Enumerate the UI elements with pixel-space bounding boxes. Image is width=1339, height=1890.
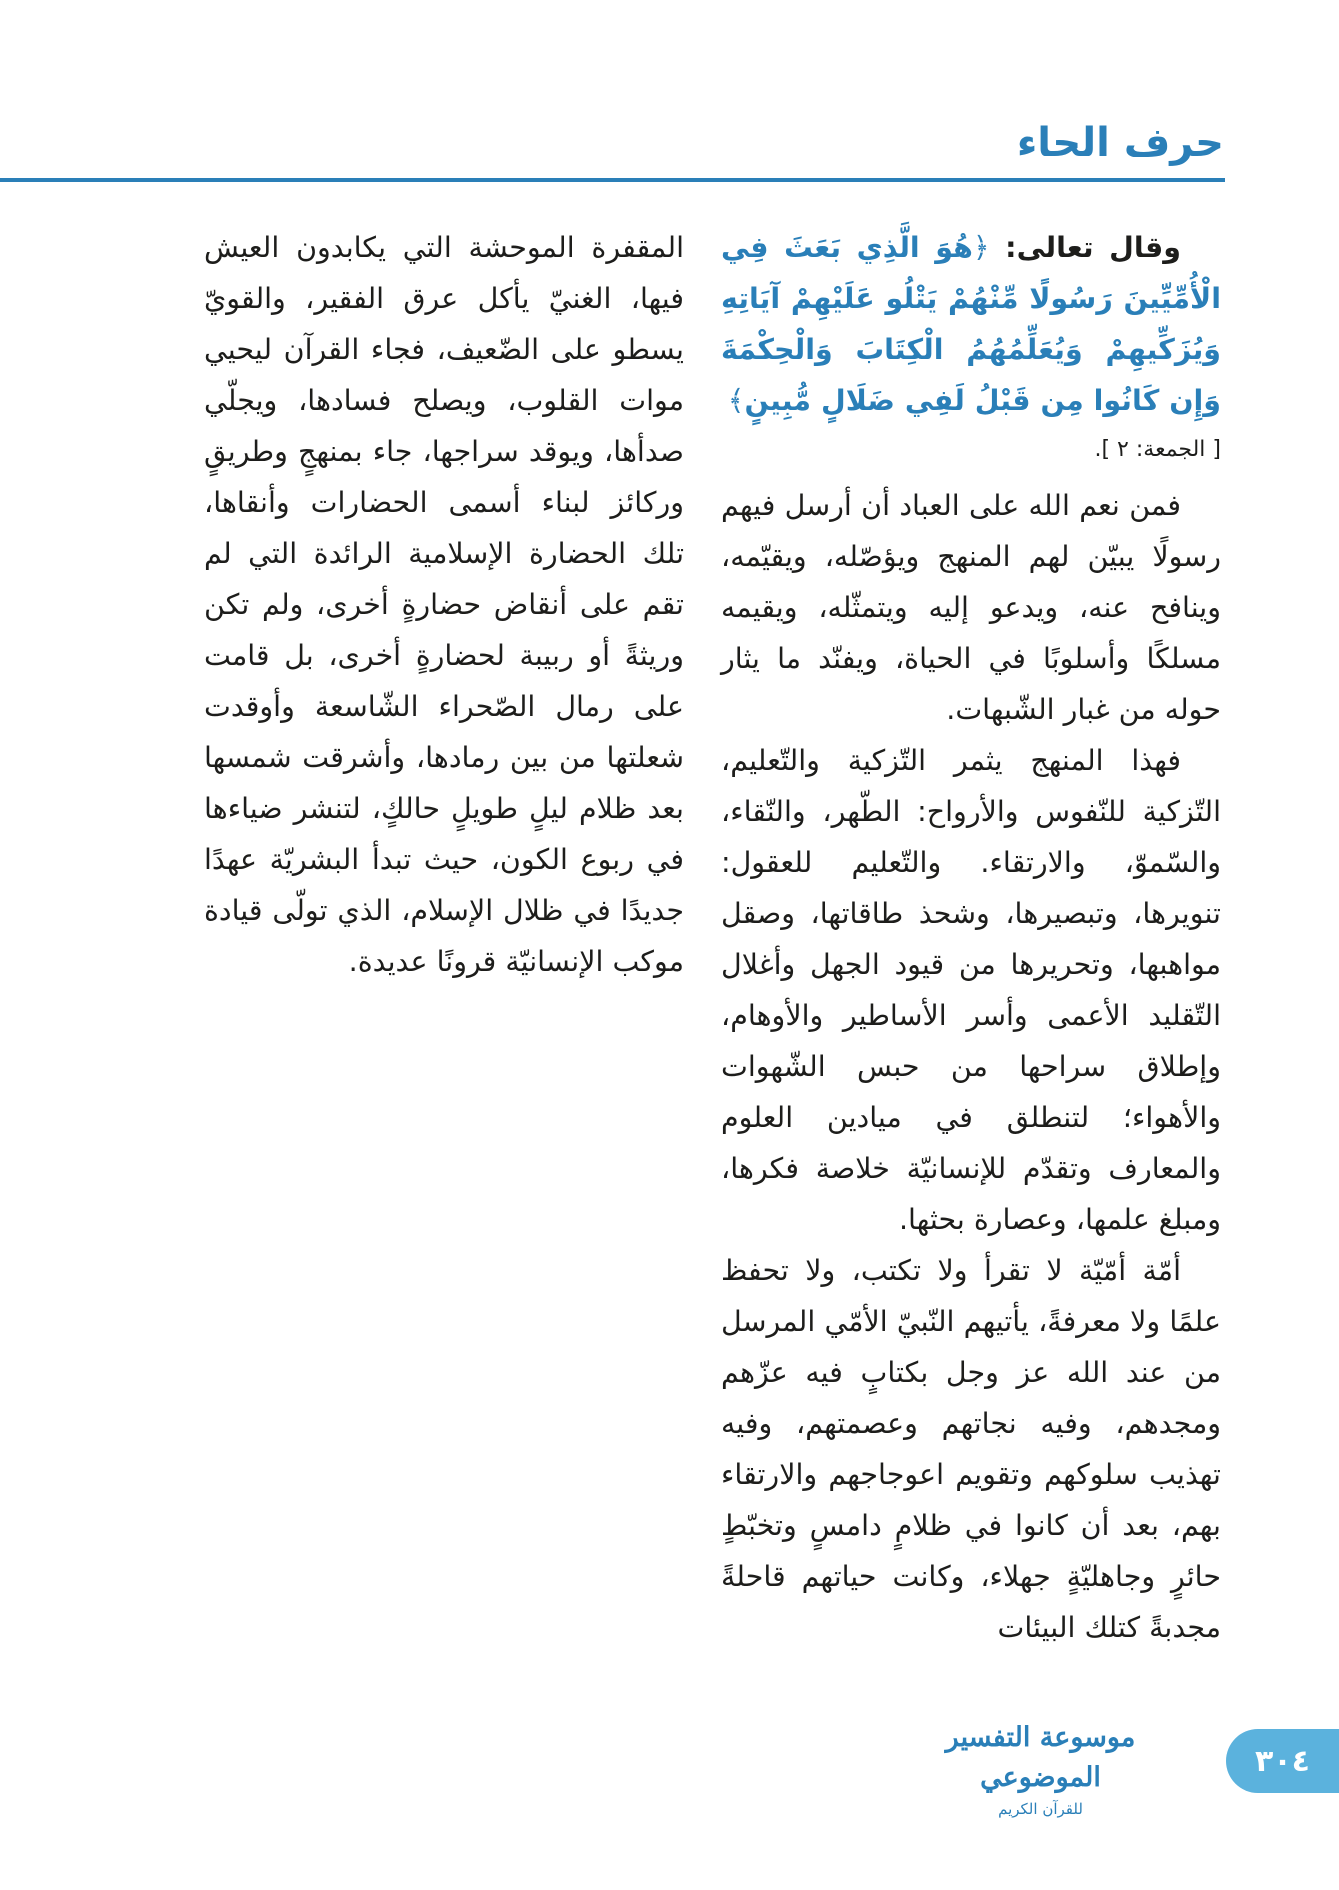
quran-verse: هُوَ الَّذِي بَعَثَ فِي الْأُمِّيِّينَ رَسُولًا مِّنْهُمْ يَتْلُو عَلَيْهِمْ آيَاتِهِ وَيُزَكِّيهِمْ وَيُعَلِّمُهُمُ الْكِتَابَ وَالْحِكْمَةَ وَإِن كَانُوا مِن قَبْلُ لَفِي ضَلَالٍ مُّبِينٍ (721, 231, 1221, 417)
chapter-title: حرف الحاء (1016, 120, 1224, 166)
header-divider (0, 178, 1225, 182)
body-paragraph: أمّة أمّيّة لا تقرأ ولا تكتب، ولا تحفظ علمًا ولا معرفةً، يأتيهم النّبيّ الأمّي المرسل من عند الله عز وجل بكتابٍ فيه عزّهم ومجدهم، وفيه نجاتهم وعصمتهم، وفيه تهذيب سلوكهم وتقويم اعوجاجهم والارتقاء بهم، بعد أن كانوا في ظلامٍ دامسٍ وتخبّطٍ حائرٍ وجاهليّةٍ جهلاء، وكانت حياتهم قاحلةً مجدبةً كتلك البيئات (721, 1254, 1221, 1644)
verse-intro: وقال تعالى: (989, 231, 1181, 264)
left-column (204, 222, 684, 987)
body-paragraph: فهذا المنهج يثمر التّزكية والتّعليم، التّزكية للنّفوس والأرواح: الطّهر، والنّقاء، والسّموّ، والارتقاء. والتّعليم للعقول: تنويرها، وتبصيرها، وشحذ طاقاتها، وصقل مواهبها، وتحريرها من قيود الجهل وأغلال التّقليد الأعمى وأسر الأساطير والأوهام، وإطلاق سراحها من حبس الشّهوات والأهواء؛ لتنطلق في ميادين العلوم والمعارف وتقدّم للإنسانيّة خلاصة فكرها، ومبلغ علمها، وعصارة بحثها. (721, 744, 1221, 1236)
verse-paragraph (721, 222, 1221, 426)
logo-title: موسوعة التفسير الموضوعي (945, 1722, 1136, 1793)
right-column (721, 222, 1221, 1653)
body-paragraph: فمن نعم الله على العباد أن أرسل فيهم رسولًا يبيّن لهم المنهج ويؤصّله، ويقيّمه، وينافح عنه، ويدعو إليه ويتمثّله، ويقيمه مسلكًا وأسلوبًا في الحياة، ويفنّد ما يثار حوله من غبار الشّبهات. (721, 489, 1221, 726)
verse-close-bracket: ﴾ (727, 384, 745, 417)
page-number-badge (1226, 1729, 1339, 1793)
encyclopedia-logo (908, 1718, 1173, 1818)
page-number: ٣٠٤ (1255, 1743, 1310, 1779)
body-paragraph: المقفرة الموحشة التي يكابدون العيش فيها، الغنيّ يأكل عرق الفقير، والقويّ يسطو على الضّعيف، فجاء القرآن ليحيي موات القلوب، ويصلح فسادها، ويجلّي صدأها، ويوقد سراجها، جاء بمنهجٍ وطريقٍ وركائز لبناء أسمى الحضارات وأنقاها، تلك الحضارة الإسلامية الرائدة التي لم تقم على أنقاض حضارةٍ أخرى، ولم تكن وريثةً أو ربيبة لحضارةٍ أخرى، بل قامت على رمال الصّحراء الشّاسعة وأوقدت شعلتها من بين رمادها، وأشرقت شمسها بعد ظلام ليلٍ طويلٍ حالكٍ، لتنشر ضياءها في ربوع الكون، حيث تبدأ البشريّة عهدًا جديدًا في ظلال الإسلام، الذي تولّى قيادة موكب الإنسانيّة قرونًا عديدة. (204, 231, 684, 978)
logo-subtitle: للقرآن الكريم (998, 1800, 1083, 1818)
verse-reference: [ الجمعة: ٢ ]. (1094, 437, 1221, 462)
verse-open-bracket: ﴿ (972, 231, 990, 264)
